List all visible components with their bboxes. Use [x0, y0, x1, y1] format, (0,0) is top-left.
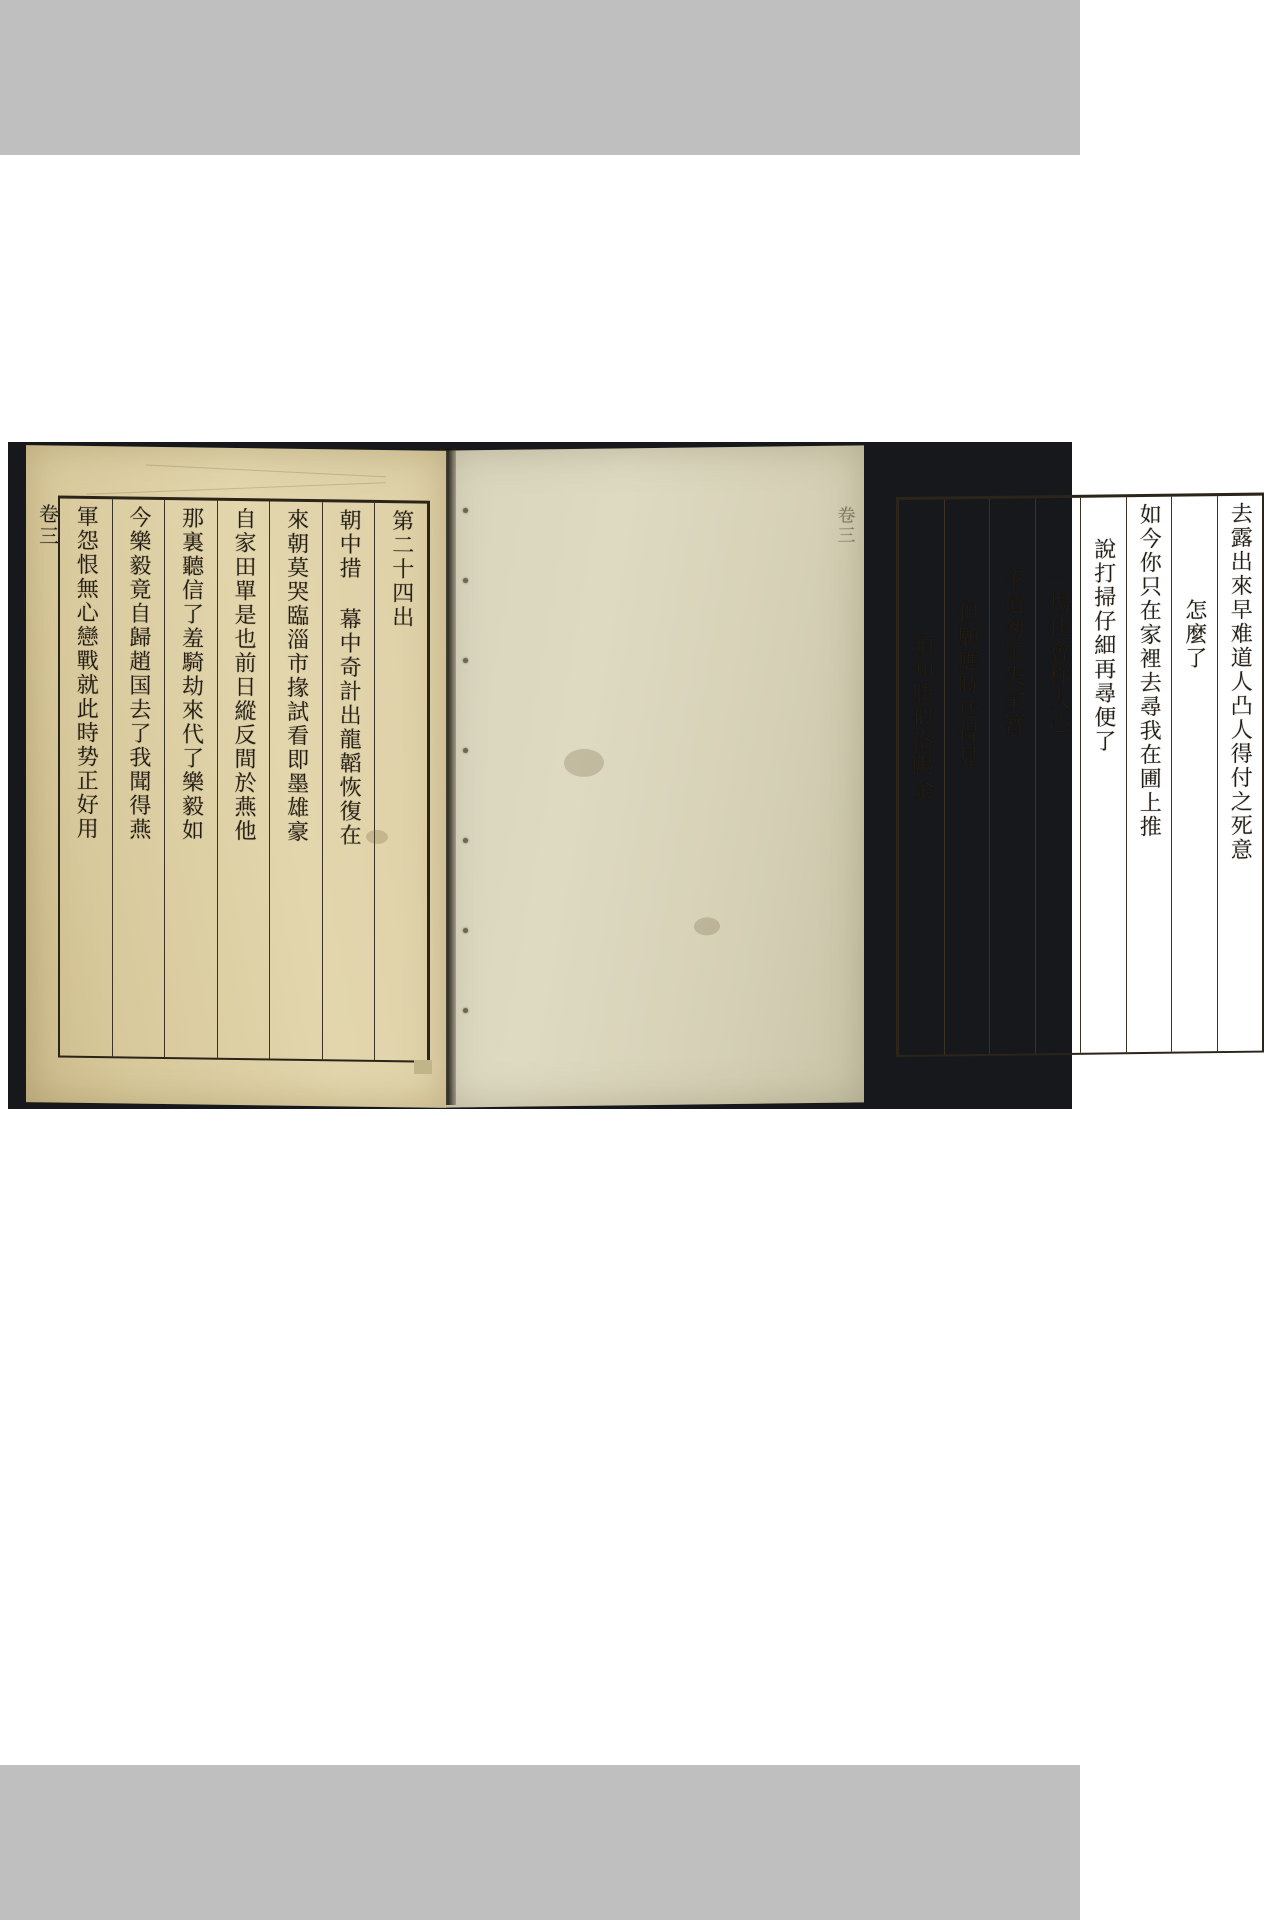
margin-mark-text: 卷三	[834, 505, 856, 546]
book-spread	[16, 448, 1253, 1105]
column-text: 須知勝似洛陽金	[908, 633, 934, 802]
text-column	[112, 499, 165, 1057]
column-text: 自家田單是也前日縱反間於燕他	[231, 506, 257, 844]
page-tab	[414, 1060, 432, 1074]
text-column	[1171, 496, 1217, 1052]
right-leaf	[444, 445, 1253, 1107]
column-text: 說打掃仔細再尋便了	[1090, 537, 1116, 754]
paper-stain	[564, 749, 604, 777]
text-column	[1080, 497, 1126, 1053]
paper-crease	[86, 482, 386, 495]
binding-stitch-holes	[462, 508, 470, 1048]
column-text: 朝中措 幕中奇計出龍韜恢復在	[336, 508, 362, 848]
column-text: 去露出來早难道人凸人得付之死意	[1227, 501, 1253, 862]
text-column	[899, 499, 944, 1055]
paper-stain	[366, 830, 388, 844]
left-leaf-columns	[60, 499, 427, 1061]
text-column	[217, 501, 270, 1059]
column-text: 軍怨恨無心戀戰就此時势正好用	[73, 504, 99, 842]
text-column-heading	[374, 503, 427, 1061]
letterbox-bottom	[0, 1765, 1080, 1920]
column-text: 那裏聽信了羞騎劫來代了樂毅如	[178, 506, 204, 843]
paper-crease	[146, 465, 386, 478]
volume-label: 卷三	[35, 503, 60, 548]
column-text: 不道匆忙失宝簪	[999, 568, 1025, 737]
text-column	[1035, 498, 1081, 1054]
text-column-title	[322, 502, 375, 1060]
text-column	[60, 499, 112, 1057]
text-column	[1126, 497, 1172, 1053]
right-leaf-columns	[899, 496, 1262, 1055]
column-text: 來朝莫哭臨淄市掾試看即墨雄豪	[283, 507, 309, 845]
right-leaf-text-frame	[896, 493, 1264, 1057]
text-column	[1217, 496, 1263, 1052]
column-text: 一煬佳會称人心	[1045, 567, 1071, 737]
text-column	[269, 501, 322, 1059]
image-canvas	[0, 155, 1253, 1765]
left-leaf	[26, 445, 446, 1108]
column-text: 但願應時还得見	[954, 601, 980, 770]
text-column	[989, 498, 1035, 1054]
right-leaf-margin-mark	[830, 506, 858, 546]
column-text: 今樂毅竟自歸趙国去了我聞得燕	[125, 505, 151, 842]
scene-heading-text: 第二十四出	[388, 509, 414, 630]
letterbox-top	[0, 0, 1080, 155]
column-text: 如今你只在家裡去尋我在圃上推	[1136, 502, 1162, 840]
text-column	[164, 500, 217, 1058]
paper-stain	[694, 917, 720, 935]
book-photograph	[8, 442, 1253, 1109]
text-column	[944, 499, 990, 1055]
column-text: 怎麼了	[1181, 598, 1207, 671]
left-leaf-text-frame	[58, 496, 430, 1063]
